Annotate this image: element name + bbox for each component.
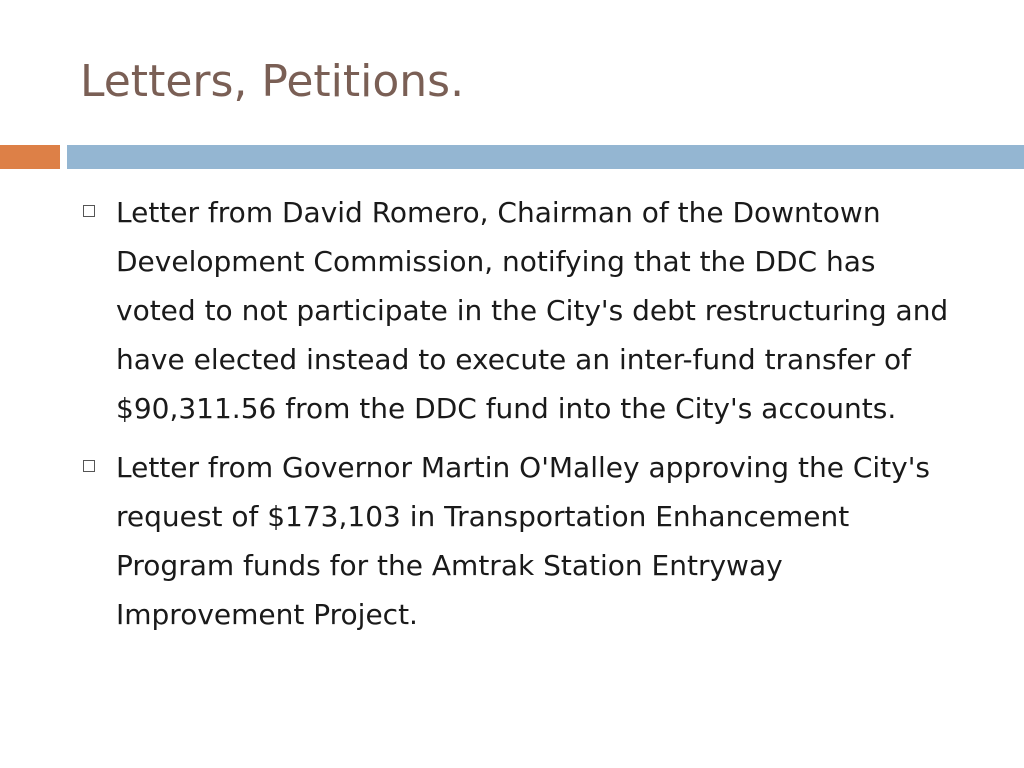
hollow-square-bullet-icon (83, 460, 95, 472)
accent-bar-orange (0, 145, 60, 169)
slide-title: Letters, Petitions. (80, 56, 465, 107)
bullet-list (80, 188, 960, 649)
bullet-item (80, 188, 960, 433)
bullet-item (80, 443, 960, 639)
bullet-text: Letter from Governor Martin O'Malley approving the City's request of $173,103 in Transportation Enhancement Program funds for the Amtrak Station Entryway Improvement Project. (116, 451, 930, 631)
accent-bar-blue (67, 145, 1024, 169)
hollow-square-bullet-icon (83, 205, 95, 217)
bullet-text: Letter from David Romero, Chairman of the Downtown Development Commission, notifying that the DDC has voted to not participate in the City's debt restructuring and have elected instead to execute an inter-fund transfer of $90,311.56 from the DDC fund into the City's accounts. (116, 196, 949, 425)
